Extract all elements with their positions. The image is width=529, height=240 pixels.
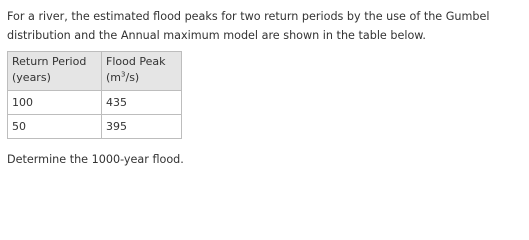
header-return-period — [8, 52, 102, 91]
header-flood-peak-line1: Flood Peak — [106, 55, 166, 68]
problem-intro: For a river, the estimated flood peaks for two return periods by the use of the Gumbel distribution and the Annual maximum model are shown in the table below. — [7, 10, 490, 42]
unit-suffix: /s) — [125, 71, 140, 84]
unit-superscript: 3 — [121, 70, 126, 79]
header-return-period-line2: (years) — [12, 71, 51, 84]
cell-return-period: 100 — [8, 91, 102, 115]
header-flood-peak — [102, 52, 182, 91]
cell-flood-peak: 435 — [102, 91, 182, 115]
header-return-period-line1: Return Period — [12, 55, 87, 68]
unit-prefix: (m — [106, 71, 122, 84]
cell-flood-peak: 395 — [102, 115, 182, 139]
header-flood-peak-unit — [106, 71, 139, 84]
table-row — [8, 91, 182, 115]
table-row — [8, 115, 182, 139]
cell-return-period: 50 — [8, 115, 102, 139]
flood-peak-table — [7, 51, 182, 139]
problem-question: Determine the 1000-year flood. — [7, 153, 184, 166]
table-header-row — [8, 52, 182, 91]
